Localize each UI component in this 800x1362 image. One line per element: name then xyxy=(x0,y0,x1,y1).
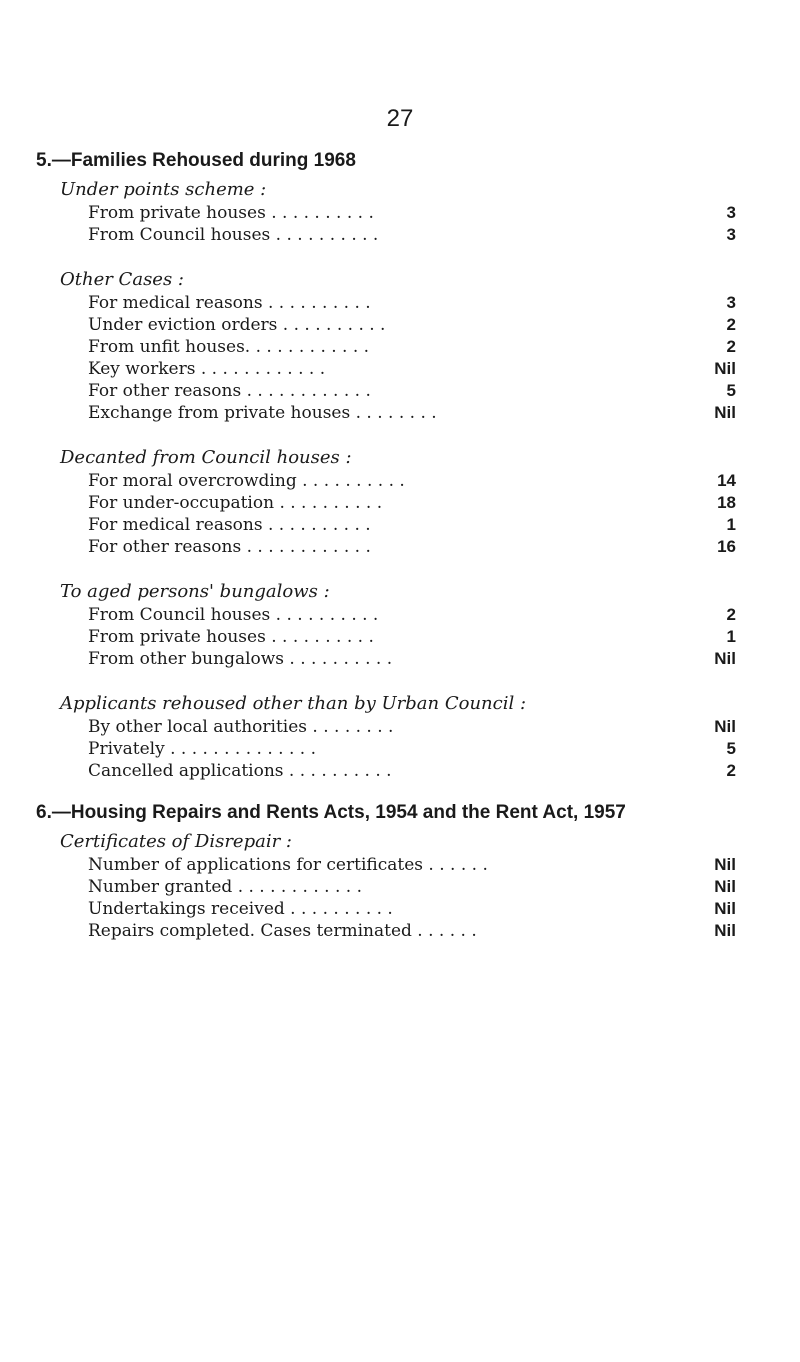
table-row xyxy=(0,648,800,670)
row-value: Nil xyxy=(714,403,736,422)
table-row xyxy=(0,202,800,224)
row-label: Exchange from private houses . . . . . . . . xyxy=(88,403,437,423)
table-row xyxy=(0,876,800,898)
row-value: 2 xyxy=(726,337,736,356)
table-row xyxy=(0,224,800,246)
table-row xyxy=(0,920,800,942)
section-5-title: 5.—Families Rehoused during 1968 xyxy=(36,150,356,171)
row-label: Privately . . . . . . . . . . . . . . xyxy=(88,739,316,759)
row-value: Nil xyxy=(714,877,736,896)
row-label: For under-occupation . . . . . . . . . . xyxy=(88,493,383,513)
row-value: Nil xyxy=(714,359,736,378)
row-label: From other bungalows . . . . . . . . . . xyxy=(88,649,393,669)
row-label: By other local authorities . . . . . . . . xyxy=(88,717,394,737)
row-label: Number granted . . . . . . . . . . . . xyxy=(88,877,362,897)
table-row xyxy=(0,380,800,402)
row-value: 3 xyxy=(726,203,736,222)
subheading-points-scheme: Under points scheme : xyxy=(60,179,267,200)
row-value: Nil xyxy=(714,649,736,668)
row-label: Number of applications for certificates . . . . . . xyxy=(88,855,488,875)
table-row xyxy=(0,336,800,358)
row-value: 2 xyxy=(726,761,736,780)
row-value: 3 xyxy=(726,293,736,312)
row-label: From Council houses . . . . . . . . . . xyxy=(88,605,379,625)
row-value: 2 xyxy=(726,315,736,334)
row-value: 18 xyxy=(717,493,736,512)
subheading-certificates-disrepair: Certificates of Disrepair : xyxy=(60,831,292,852)
row-value: Nil xyxy=(714,855,736,874)
table-row xyxy=(0,470,800,492)
row-label: For moral overcrowding . . . . . . . . . . xyxy=(88,471,405,491)
row-label: Key workers . . . . . . . . . . . . xyxy=(88,359,326,379)
subheading-aged-persons: To aged persons' bungalows : xyxy=(60,581,330,602)
table-row xyxy=(0,402,800,424)
table-row xyxy=(0,854,800,876)
row-value: Nil xyxy=(714,717,736,736)
subheading-decanted: Decanted from Council houses : xyxy=(60,447,352,468)
table-row xyxy=(0,604,800,626)
table-row xyxy=(0,536,800,558)
subheading-applicants-rehoused: Applicants rehoused other than by Urban Council : xyxy=(60,693,527,714)
row-label: From Council houses . . . . . . . . . . xyxy=(88,225,379,245)
row-label: From private houses . . . . . . . . . . xyxy=(88,627,374,647)
row-value: 5 xyxy=(726,381,736,400)
row-value: 14 xyxy=(717,471,736,490)
table-row xyxy=(0,492,800,514)
table-row xyxy=(0,358,800,380)
row-value: 1 xyxy=(726,515,736,534)
row-label: Under eviction orders . . . . . . . . . . xyxy=(88,315,386,335)
row-label: From unfit houses. . . . . . . . . . . . xyxy=(88,337,370,357)
row-label: For medical reasons . . . . . . . . . . xyxy=(88,515,371,535)
row-label: For other reasons . . . . . . . . . . . . xyxy=(88,381,371,401)
page-number: 27 xyxy=(386,105,414,132)
table-row xyxy=(0,760,800,782)
row-label: Repairs completed. Cases terminated . . . . . . xyxy=(88,921,477,941)
row-value: 5 xyxy=(726,739,736,758)
row-value: 16 xyxy=(717,537,736,556)
table-row xyxy=(0,314,800,336)
table-row xyxy=(0,292,800,314)
table-row xyxy=(0,716,800,738)
row-value: 1 xyxy=(726,627,736,646)
section-6-title: 6.—Housing Repairs and Rents Acts, 1954 and the Rent Act, 1957 xyxy=(36,802,626,823)
row-value: 3 xyxy=(726,225,736,244)
row-label: For medical reasons . . . . . . . . . . xyxy=(88,293,371,313)
table-row xyxy=(0,898,800,920)
subheading-other-cases: Other Cases : xyxy=(60,269,184,290)
table-row xyxy=(0,738,800,760)
table-row xyxy=(0,626,800,648)
row-value: Nil xyxy=(714,921,736,940)
row-label: From private houses . . . . . . . . . . xyxy=(88,203,374,223)
row-label: Undertakings received . . . . . . . . . . xyxy=(88,899,393,919)
row-label: For other reasons . . . . . . . . . . . . xyxy=(88,537,371,557)
document-body xyxy=(0,148,800,942)
row-label: Cancelled applications . . . . . . . . . . xyxy=(88,761,392,781)
row-value: Nil xyxy=(714,899,736,918)
row-value: 2 xyxy=(726,605,736,624)
table-row xyxy=(0,514,800,536)
